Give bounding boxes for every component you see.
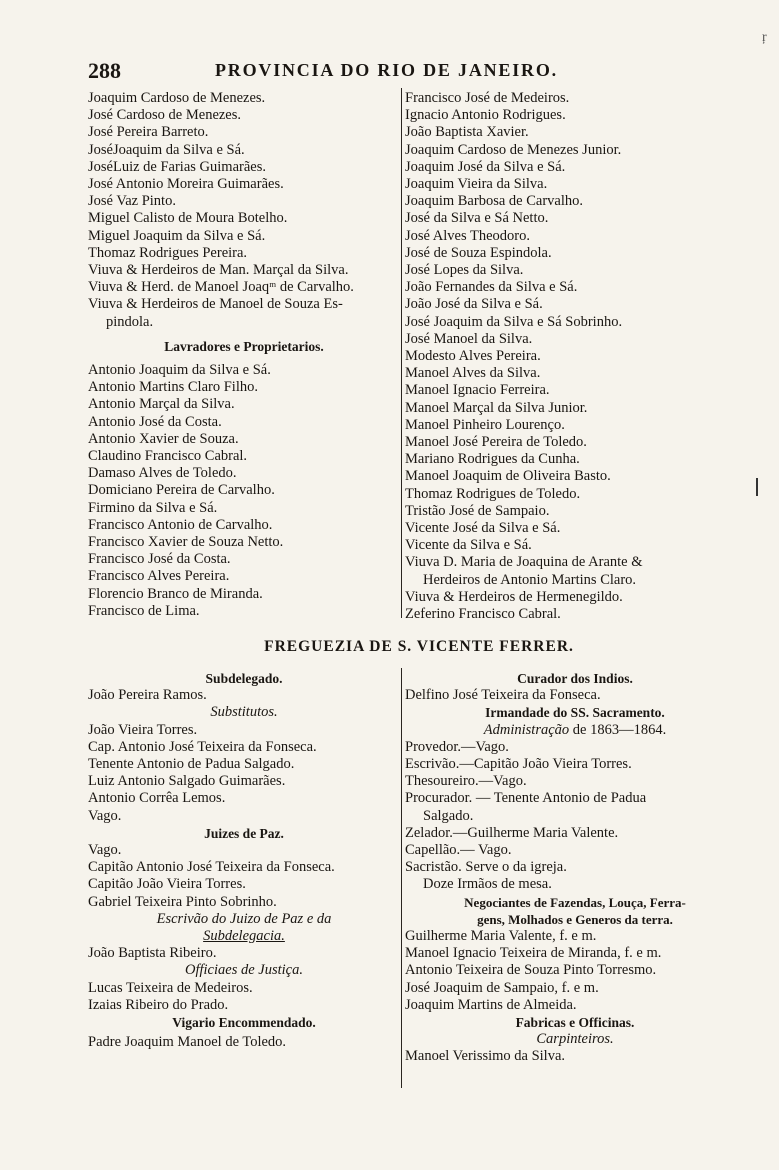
list-item: João Fernandes da Silva e Sá. [405, 279, 578, 296]
name-list [405, 825, 745, 877]
column-divider [401, 88, 402, 618]
heading-escrivao-cont: Subdelegacia. [203, 928, 285, 945]
list-item: Antonio Xavier de Souza. [88, 430, 239, 447]
list-item: Antonio Corrêa Lemos. [88, 790, 226, 807]
list-item: José da Silva e Sá Netto. [405, 210, 549, 227]
margin-mark: ŗ [762, 30, 767, 45]
list-item: Vicente José da Silva e Sá. [405, 520, 561, 537]
name-list [88, 980, 400, 1014]
list-item: Procurador. — Tenente Antonio de Padua [405, 790, 647, 807]
list-item: Antonio Teixeira de Souza Pinto Torresmo. [405, 962, 657, 979]
list-item: Joaquim Cardoso de Menezes Junior. [405, 141, 622, 158]
list-item: Antonio José da Costa. [88, 413, 222, 430]
list-item: João Vieira Torres. [88, 721, 198, 738]
administracao-line [405, 722, 745, 739]
heading-irmandade: Irmandade do SS. Sacramento. [485, 705, 665, 721]
heading-fabricas: Fabricas e Officinas. [515, 1015, 635, 1031]
heading-officiaes: Officiaes de Justiça. [185, 962, 303, 979]
list-item: Manoel Joaquim de Oliveira Basto. [405, 468, 611, 485]
heading-carpinteiros: Carpinteiros. [536, 1031, 614, 1048]
list-item: Capitão João Vieira Torres. [88, 876, 246, 893]
list-item: Manoel José Pereira de Toledo. [405, 434, 587, 451]
heading-vigario: Vigario Encommendado. [172, 1015, 316, 1031]
list-item: José Cardoso de Menezes. [88, 107, 242, 124]
list-item: João Baptista Xavier. [405, 124, 529, 141]
list-item: Manoel Pinheiro Lourenço. [405, 416, 565, 433]
name-list [405, 1048, 745, 1065]
list-item: José Manoel da Silva. [405, 330, 533, 347]
list-item: Antonio Joaquim da Silva e Sá. [88, 362, 271, 379]
list-item: Zeferino Francisco Cabral. [405, 606, 561, 623]
list-item: José de Souza Espindola. [405, 244, 552, 261]
list-item: Francisco de Lima. [88, 602, 200, 619]
list-item: Joaquim Cardoso de Menezes. [88, 90, 266, 106]
list-item: José Lopes da Silva. [405, 262, 524, 279]
list-item: Mariano Rodrigues da Cunha. [405, 451, 580, 468]
list-item: Guilherme Maria Valente, f. e m. [405, 928, 597, 945]
list-item: Miguel Calisto de Moura Botelho. [88, 210, 288, 227]
list-item: Herdeiros de Antonio Martins Claro. [423, 571, 637, 588]
list-item: Salgado. [423, 807, 474, 824]
list-item: José Pereira Barreto. [88, 124, 209, 141]
heading-subdelegado: Subdelegado. [205, 671, 283, 686]
list-item: Francisco José da Costa. [88, 551, 231, 568]
administracao-label: Administração [483, 721, 570, 738]
list-item: Vago. [88, 807, 122, 824]
list-item: Domiciano Pereira de Carvalho. [88, 482, 275, 499]
list-item: Vicente da Silva e Sá. [405, 537, 532, 554]
margin-mark [756, 478, 758, 496]
list-item: Francisco Antonio de Carvalho. [88, 516, 273, 533]
list-item: Thesoureiro.—Vago. [405, 773, 527, 790]
heading-negociantes-cont: gens, Molhados e Generos da terra. [477, 911, 673, 927]
list-item: João José da Silva e Sá. [405, 296, 543, 313]
name-list [405, 928, 745, 1014]
list-item: Gabriel Teixeira Pinto Sobrinho. [88, 893, 277, 910]
list-item: José Antonio Moreira Guimarães. [88, 176, 284, 193]
list-item: Florencio Branco de Miranda. [88, 585, 263, 602]
page-header [88, 58, 708, 84]
list-item: Antonio Marçal da Silva. [88, 396, 235, 413]
name-list [405, 589, 745, 623]
list-item: José Alves Theodoro. [405, 227, 530, 244]
list-item: Francisco José de Medeiros. [405, 90, 570, 106]
list-item: Ignacio Antonio Rodrigues. [405, 107, 566, 124]
list-item: Vago. [88, 842, 122, 859]
list-item: Joaquim José da Silva e Sá. [405, 158, 566, 175]
list-item: Thomaz Rodrigues de Toledo. [405, 485, 581, 502]
list-item: João Baptista Ribeiro. [88, 945, 217, 962]
list-item: Delfino José Teixeira da Fonseca. [405, 687, 601, 704]
list-item: Manoel Ignacio Teixeira de Miranda, f. e m. [405, 945, 662, 962]
heading-substitutos: Substitutos. [210, 704, 278, 721]
heading-juizes: Juizes de Paz. [204, 825, 284, 841]
list-item: Firmino da Silva e Sá. [88, 499, 218, 516]
list-item: Francisco Xavier de Souza Netto. [88, 534, 284, 551]
upper-left-column [88, 90, 400, 620]
name-list [405, 90, 745, 572]
list-item: Francisco Alves Pereira. [88, 568, 230, 585]
list-item: Modesto Alves Pereira. [405, 348, 541, 365]
list-item: José Vaz Pinto. [88, 193, 176, 210]
list-item: Viuva & Herdeiros de Hermenegildo. [405, 588, 623, 605]
list-item: Joaquim Vieira da Silva. [405, 176, 548, 193]
list-item: Zelador.—Guilherme Maria Valente. [405, 824, 619, 841]
upper-right-column [405, 90, 745, 623]
name-list [88, 362, 400, 620]
list-item: Manoel Ignacio Ferreira. [405, 382, 550, 399]
lower-left-column [88, 670, 400, 1051]
running-title: PROVINCIA DO RIO DE JANEIRO. [215, 60, 558, 80]
list-item: Izaias Ribeiro do Prado. [88, 996, 229, 1013]
list-item: Provedor.—Vago. [405, 738, 509, 755]
list-item: Viuva D. Maria de Joaquina de Arante & [405, 554, 643, 571]
name-list [88, 722, 400, 825]
list-item: Capellão.— Vago. [405, 842, 512, 859]
administracao-years: de 1863—1864. [572, 721, 667, 738]
list-item: Tristão José de Sampaio. [405, 502, 550, 519]
page-number: 288 [88, 58, 121, 83]
list-item: Sacristão. Serve o da igreja. [405, 859, 567, 876]
list-item: José Joaquim da Silva e Sá Sobrinho. [405, 313, 623, 330]
list-item: JoséJoaquim da Silva e Sá. [88, 141, 245, 158]
list-item: Escrivão.—Capitão João Vieira Torres. [405, 756, 632, 773]
list-item: Capitão Antonio José Teixeira da Fonseca. [88, 859, 335, 876]
heading-curador: Curador dos Indios. [517, 671, 633, 686]
list-item: Joaquim Barbosa de Carvalho. [405, 193, 583, 210]
list-item: Antonio Martins Claro Filho. [88, 379, 258, 396]
name-list [88, 90, 400, 314]
list-item: Lucas Teixeira de Medeiros. [88, 979, 253, 996]
list-item: Joaquim Martins de Almeida. [405, 996, 577, 1013]
list-item: Doze Irmãos de mesa. [423, 876, 552, 893]
list-item: JoséLuiz de Farias Guimarães. [88, 158, 266, 175]
list-item: Thomaz Rodrigues Pereira. [88, 244, 248, 261]
column-divider [401, 668, 402, 1088]
list-item: Damaso Alves de Toledo. [88, 465, 237, 482]
list-item: Claudino Francisco Cabral. [88, 448, 248, 465]
list-item: Manoel Alves da Silva. [405, 365, 541, 382]
list-item: Viuva & Herdeiros de Man. Marçal da Silva. [88, 262, 349, 279]
name-list [88, 842, 400, 911]
list-item: Miguel Joaquim da Silva e Sá. [88, 227, 266, 244]
list-item: Tenente Antonio de Padua Salgado. [88, 756, 295, 773]
section-title: FREGUEZIA DE S. VICENTE FERRER. [264, 638, 574, 655]
section-heading-lavradores: Lavradores e Proprietarios. [164, 338, 324, 354]
list-item: João Pereira Ramos. [88, 687, 207, 704]
list-item: Padre Joaquim Manoel de Toledo. [88, 1034, 287, 1051]
list-item: Manoel Verissimo da Silva. [405, 1048, 566, 1065]
list-item: pindola. [106, 313, 154, 330]
list-item: Manoel Marçal da Silva Junior. [405, 399, 588, 416]
lower-right-column [405, 670, 745, 1066]
name-list [405, 739, 745, 791]
list-item: Viuva & Herd. de Manoel Joaqᵐ de Carvalho. [88, 279, 354, 296]
list-item: José Joaquim de Sampaio, f. e m. [405, 979, 599, 996]
list-item: Luiz Antonio Salgado Guimarães. [88, 773, 286, 790]
heading-negociantes: Negociantes de Fazendas, Louça, Ferra- [464, 894, 686, 910]
list-item: Viuva & Herdeiros de Manoel de Souza Es- [88, 296, 343, 313]
heading-escrivao: Escrivão do Juizo de Paz e da [156, 910, 332, 927]
list-item: Cap. Antonio José Teixeira da Fonseca. [88, 738, 317, 755]
